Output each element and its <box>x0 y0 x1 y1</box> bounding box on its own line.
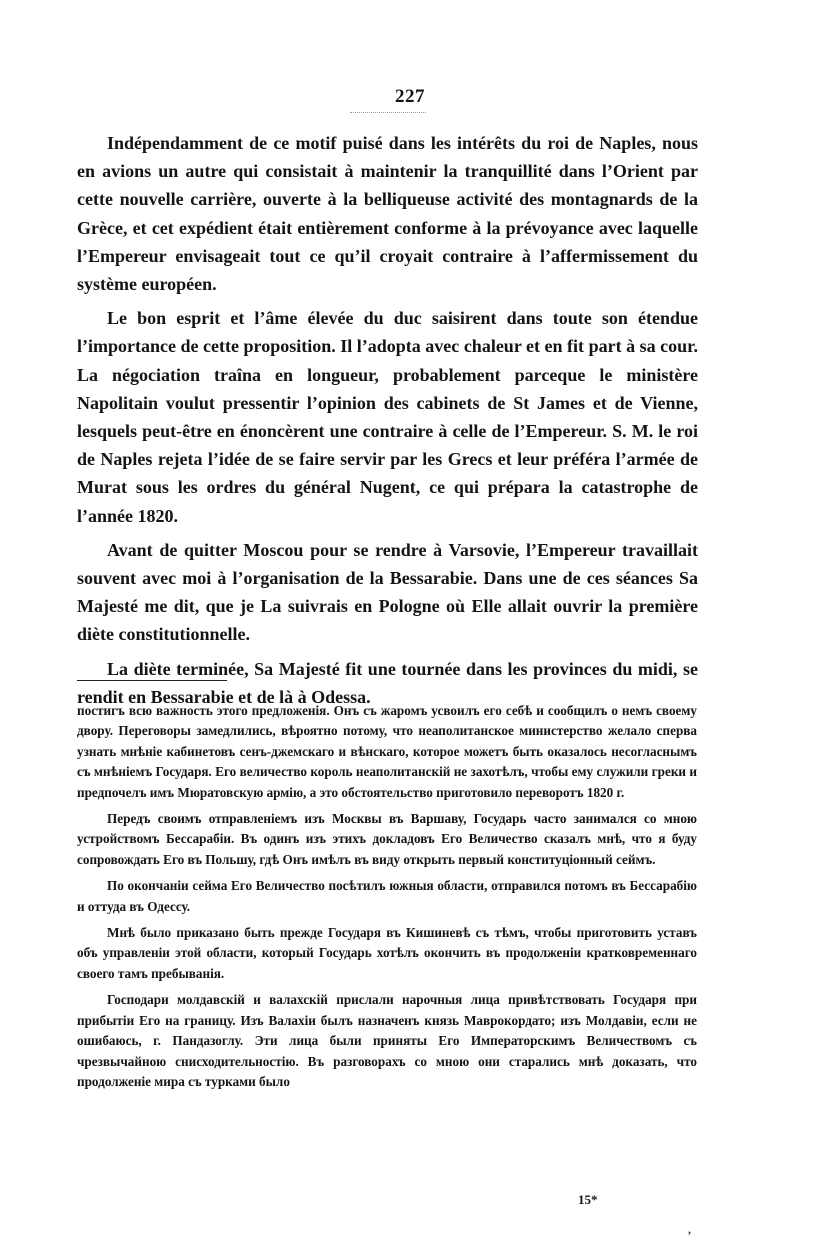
footnote-paragraph-1: постигъ всю важность этого предложенія. Онъ съ жаромъ усвоилъ его себѣ и сообщилъ о немъ своему двору. Переговоры замедлились, вѣроятно потому, что неаполитанское министерство желало сперва узнать мнѣніе кабинетовъ сенъ-джемскаго и вѣнскаго, которое можетъ быть оказалось несогласнымъ съ мнѣніемъ Государя. Его величество король неаполитанскій не захотѣлъ, чтобы ему служили греки и предпочелъ имъ Мюратовскую армію, а это обстоятельство приготовило переворотъ 1820 г. <box>77 703 697 800</box>
footnote-paragraph-4: Мнѣ было приказано быть прежде Государя въ Кишиневѣ съ тѣмъ, чтобы приготовить уставъ объ управленіи этой области, который Государь хотѣлъ окончить въ продолженіи кратковременнаго своего тамъ пребыванія. <box>77 925 697 981</box>
main-paragraph-1: Indépendamment de ce motif puisé dans les intérêts du roi de Naples, nous en avions un autre qui consistait à maintenir la tranquillité dans l’Orient par cette nouvelle carrière, ouverte à la belliqueuse activité des montagnards de la Grèce, et cet expédient était entièrement conforme à la prévoyance avec laquelle l’Empereur envisageait tout ce qu’il croyait contraire à l’affermissement du système européen. <box>77 133 698 295</box>
main-paragraph-4: La diète terminée, Sa Majesté fit une tournée dans les provinces du midi, se rendit en Bessarabie et de là à Odessa. <box>77 658 698 707</box>
page-number: 227 <box>395 86 425 107</box>
main-paragraph-2: Le bon esprit et l’âme élevée du duc saisirent dans toute son étendue l’importance de cette proposition. Il l’adopta avec chaleur et en fit part à sa cour. La négociation traîna en longueur, probablement parceque le ministère Napolitain voulut pressentir l’opinion des cabinets de St James et de Vienne, lesquels peut-être en énoncèrent une contraire à celle de l’Empereur. S. M. le roi de Naples rejeta l’idée de se faire servir par les Grecs et leur préféra l’armée de Murat sous les ordres du général Nugent, ce qui prépara la catastrophe de l’année 1820. <box>77 308 698 526</box>
footnote-paragraph-2: Передъ своимъ отправленіемъ изъ Москвы въ Варшаву, Государь часто занимался со мною устройствомъ Бессарабіи. Въ одинъ изъ этихъ докладовъ Его Величество сказалъ мнѣ, что я буду сопровождать Его въ Польшу, гдѣ Онъ имѣлъ въ виду открыть первый конституціонный сеймъ. <box>77 811 697 867</box>
printer-signature-mark: 15* <box>578 1192 598 1207</box>
footnote-separator <box>77 680 227 681</box>
footnote-paragraph-3: По окончаніи сейма Его Величество посѣтилъ южныя области, отправился потомъ въ Бессарабію и оттуда въ Одессу. <box>77 878 697 914</box>
main-paragraph-3: Avant de quitter Moscou pour se rendre à Varsovie, l’Empereur travaillait souvent avec moi à l’organisation de la Bessarabie. Dans une de ces séances Sa Majesté me dit, que je La suivrais en Pologne où Elle allait ouvrir la première diète constitutionnelle. <box>77 539 698 645</box>
footnote-paragraph-5: Господари молдавскій и валахскій прислали нарочныя лица привѣтствовать Государя при прибытіи Его на границу. Изъ Валахіи былъ назначенъ князь Маврокордато; изъ Молдавіи, если не ошибаюсь, г. Пандазоглу. Эти лица были приняты Его Императорскимъ Величествомъ съ чрезвычайною снисходительностію. Въ разговорахъ со мною они старались мнѣ доказать, что продолженіе мира съ турками было <box>77 992 697 1089</box>
stray-mark: , <box>688 1222 691 1236</box>
page-number-underline <box>350 112 426 113</box>
footnote-text <box>77 701 697 1098</box>
main-text <box>77 129 698 717</box>
